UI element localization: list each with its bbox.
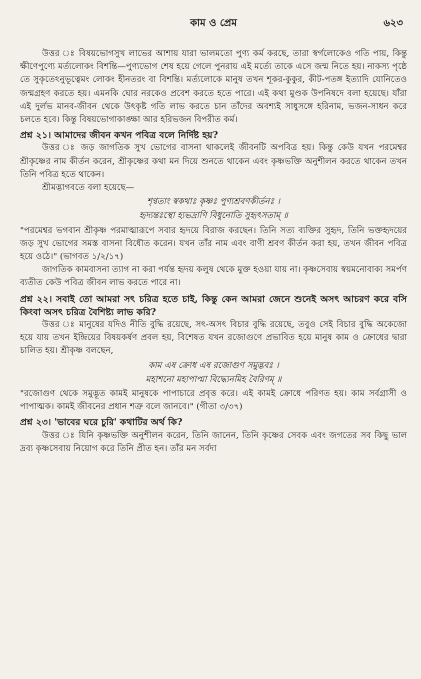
- paragraph: উত্তর ঃ বিষয়ভোগসুখ লাভের আশায় যারা ভালমতো পুণ্য কর্ম করছে, তারা স্বর্গলোকেও গতি পায়, কিন্তু ক্ষীণেপুণ্যে মর্ত্যলোকং বিশন্তি—পুণ্যভোগ শেষ হয়ে গেলে পুনরায় এই মর্ত্যে তাকে এসে জন্ম নিতে হয়। নাকস্য পৃষ্ঠে তে সুকৃতেঽনুভূত্বেমং লোকং হীনতরং বা বিশন্তি। মর্ত্যলোকে মানুষ তখন শূকর-কুকুর, কীট-পতঙ্গ ইত্যাদি যোনিতেও জন্মগ্রহণ করতে হয়। এমনকি ঘোর নরকেও প্রবেশ করতে হতে পারে। এই কথা মুণ্ডক উপনিষদে বলা হয়েছে। যাঁরা এই দুর্লভ মানব-জীবন থেকে উৎকৃষ্ট গতি লাভ করতে চান তাঁদের অবশ্যই সাধুসঙ্গে হরিনাম, ভজন-সাধন করে চলতে হবে। কিন্তু বিষয়ভোগাকাঙ্ক্ষা আর হরিভজন বিপরীত কর্ম।: [20, 49, 407, 126]
- question-heading: প্রশ্ন ২২। সবাই তো আমরা সৎ চরিত্র হতে চাই, কিন্তু কেন আমরা জেনে শুনেই অসৎ আচরণ করে বসি কিংবা অসৎ চরিত্র বৈশিষ্ট্য লাভ করি?: [20, 293, 407, 318]
- page-number: ৬২৩: [383, 18, 403, 29]
- page-header: [20, 10, 407, 32]
- question-heading: প্রশ্ন ২১। আমাদের জীবন কখন পবিত্র বলে নির্দিষ্ট হয়?: [20, 130, 218, 142]
- chapter-title: কাম ও প্রেম: [190, 18, 237, 29]
- question-heading: প্রশ্ন ২৩। 'ভাবের ঘরে চুরি' কথাটির অর্থ কি?: [20, 417, 183, 429]
- page-body: [20, 48, 407, 456]
- verse-line: কাম এষ ক্রোধ এষ রজোগুণ সমুদ্ভবঃ ।: [148, 360, 279, 371]
- paragraph: শ্রীমদ্ভাগবতে বলা হয়েছে—: [42, 183, 135, 194]
- verse-line: শৃণ্বতাং স্বকথাঃ কৃষ্ণঃ পুণ্যশ্রবণকীর্তনঃ ।: [146, 197, 280, 208]
- paragraph: জাগতিক কামবাসনা ত্যাগ না করা পর্যন্ত হৃদয় কলুষ থেকে মুক্ত হওয়া যায় না। কৃষ্ণসেবায় স্বয়মনোবাক্য সমর্পণ ব্যতীত কেউ পবিত্র জীবন লাভ করতে পারে না।: [20, 265, 407, 289]
- verse-line: মহাশনো মহাপাপ্মা বিদ্ধ্যেনমিহ বৈরিণম্ ॥: [145, 374, 282, 385]
- paragraph: উত্তর ঃ জড় জাগতিক সুখ ভোগের বাসনা থাকলেই জীবনটি অপবিত্র হয়। কিন্তু কেউ যখন পরমেশ্বর শ্রীকৃষ্ণের নাম কীর্তন করেন, শ্রীকৃষ্ণের কথা মন দিয়ে শুনতে থাকেন এবং কৃষ্ণভক্তি অনুশীলন করতে থাকেন তখন তিনি পবিত্র হতে থাকেন।: [20, 143, 407, 180]
- paragraph: "রজোগুণ থেকে সমুদ্ভূত কামই মানুষকে পাপাচারে প্রবৃত্ত করে। এই কামই ক্রোধে পরিণত হয়। কাম সর্বগ্রাসী ও পাপাত্মক। কামই জীবনের প্রধান শত্রু বলে জানবে।" (গীতা ৩/৩৭): [20, 389, 407, 413]
- paragraph: "পরমেশ্বর ভগবান শ্রীকৃষ্ণ পরমাত্মারূপে সবার হৃদয়ে বিরাজ করছেন। তিনি সত্য ব্যক্তির সুহৃদ, তিনি ভক্তহৃদয়ের জড় সুখ ভোগের সমস্ত বাসনা বিধৌত করেন। যখন তাঁর নাম এবং বাণী শ্রবণ কীর্তন করা হয়, তখন জীবন পবিত্র হয়ে ওঠে।" (ভাগবত ১/২/১৭): [20, 225, 407, 263]
- paragraph: উত্তর ঃ মানুষের যদিও নীতি বুদ্ধি রয়েছে, সৎ-অসৎ বিচার বুদ্ধি রয়েছে, তবুও সেই বিচার বুদ্ধি অকেজো হয়ে যায় তখন ইন্দ্রিয়ের বিষয়কর্ষণ প্রবল হয়, বিশেষত যখন রজোগুণে প্রভাবিত হয়ে মানুষ কাম ও ক্রোধের দ্বারা চালিত হয়। শ্রীকৃষ্ণ বলছেন,: [20, 320, 407, 357]
- verse-line: হৃদ্যন্তঃস্থো হ্যভদ্রাণি বিধুনোতি সুহৃৎসতাম্ ॥: [139, 211, 288, 222]
- paragraph: উত্তর ঃ যিনি কৃষ্ণভক্তি অনুশীলন করেন, তিনি জানেন, তিনি কৃষ্ণের সেবক এবং জগতের সব কিছু ভাল দ্রব্য কৃষ্ণসেবায় নিয়োগ করে তিনি প্রীত হন। তাঁর মন সর্বদা: [20, 430, 407, 454]
